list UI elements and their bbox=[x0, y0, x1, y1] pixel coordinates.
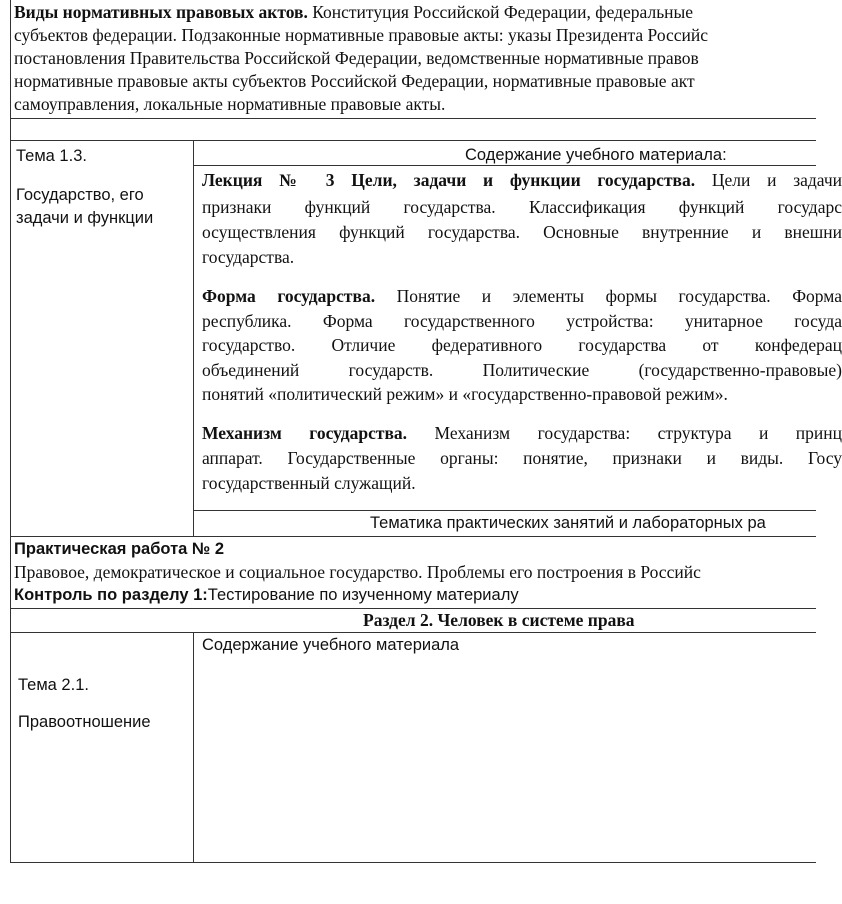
state-mechanism-heading: Механизм государства. bbox=[202, 423, 408, 443]
section-2-title: Раздел 2. Человек в системе права bbox=[363, 610, 635, 630]
state-form-line-1 bbox=[202, 284, 842, 309]
lecture-3-line-2: признаки функций государства. Классификация функций государс bbox=[202, 197, 842, 217]
state-form-line-5: понятий «политический режим» и «государственно-правовой режим». bbox=[202, 384, 728, 404]
section-1-control bbox=[14, 584, 519, 606]
legal-acts-line-4: нормативные правовые акты субъектов Российской Федерации, нормативные правовые акт bbox=[14, 71, 695, 91]
state-mechanism-line-1 bbox=[202, 421, 842, 446]
table-bottom-border bbox=[10, 862, 816, 863]
legal-acts-line-1 bbox=[14, 1, 693, 23]
topic-1-3-title-line-1: Государство, его bbox=[16, 186, 144, 204]
row-divider-top-block bbox=[10, 118, 816, 119]
practical-work-title: Практическая работа № 2 bbox=[14, 540, 225, 558]
lecture-3-line-1-text: Цели и задачи bbox=[711, 170, 842, 190]
legal-acts-line-5: самоуправления, локальные нормативные правовые акты. bbox=[14, 94, 446, 114]
legal-acts-line-3: постановления Правительства Российской Федерации, ведомственные нормативные правов bbox=[14, 48, 699, 68]
state-form-heading: Форма государства. bbox=[202, 286, 376, 306]
legal-acts-heading: Виды нормативных правовых актов. bbox=[14, 2, 308, 22]
section-1-control-text: Тестирование по изученному материалу bbox=[207, 586, 519, 604]
state-mechanism-line-3: государственный служащий. bbox=[202, 473, 416, 493]
table-left-border bbox=[10, 0, 11, 862]
state-form-line-2: республика. Форма государственного устройства: унитарное госуда bbox=[202, 311, 842, 331]
row-divider-empty-row bbox=[10, 140, 816, 141]
practical-work-text: Правовое, демократическое и социальное государство. Проблемы его построения в Российс bbox=[14, 562, 701, 582]
lecture-3-title: Лекция № 3 Цели, задачи и функции государства. bbox=[202, 170, 696, 190]
legal-acts-line-2: субъектов федерации. Подзаконные нормативные правовые акты: указы Президента Российс bbox=[14, 25, 709, 45]
topic-2-1-title: Правоотношение bbox=[18, 713, 151, 731]
practice-header-divider bbox=[193, 510, 816, 511]
topic-1-3-number: Тема 1.3. bbox=[16, 147, 87, 165]
state-mechanism-line-2: аппарат. Государственные органы: понятие, признаки и виды. Госу bbox=[202, 448, 842, 468]
state-form-line-1-text: Понятие и элементы формы государства. Форма bbox=[396, 286, 842, 306]
lecture-3-line-4: государства. bbox=[202, 247, 295, 267]
row-divider-section-2-title bbox=[10, 632, 816, 633]
column-divider-topic-2-1 bbox=[193, 632, 194, 862]
topic-2-1-content-header: Содержание учебного материала bbox=[202, 636, 460, 654]
practice-topics-header: Тематика практических занятий и лабораторных ра bbox=[370, 514, 766, 532]
state-form-line-3: государство. Отличие федеративного государства от конфедерац bbox=[202, 335, 842, 355]
topic-2-1-number: Тема 2.1. bbox=[18, 676, 89, 694]
column-divider-topic-1-3 bbox=[193, 140, 194, 536]
section-1-control-label: Контроль по разделу 1: bbox=[14, 586, 208, 604]
topic-1-3-title-line-2: задачи и функции bbox=[16, 209, 154, 227]
topic-1-3-content-header: Содержание учебного материала: bbox=[465, 146, 727, 164]
lecture-3-line-1 bbox=[202, 168, 842, 193]
legal-acts-line-1-text: Конституция Российской Федерации, федеральные bbox=[312, 2, 694, 22]
row-divider-practical bbox=[10, 536, 816, 537]
state-mechanism-line-1-text: Механизм государства: структура и принц bbox=[434, 423, 842, 443]
state-form-line-4: объединений государств. Политические (государственно-правовые) bbox=[202, 360, 842, 380]
lecture-3-line-3: осуществления функций государства. Основные внутренние и внешни bbox=[202, 222, 842, 242]
